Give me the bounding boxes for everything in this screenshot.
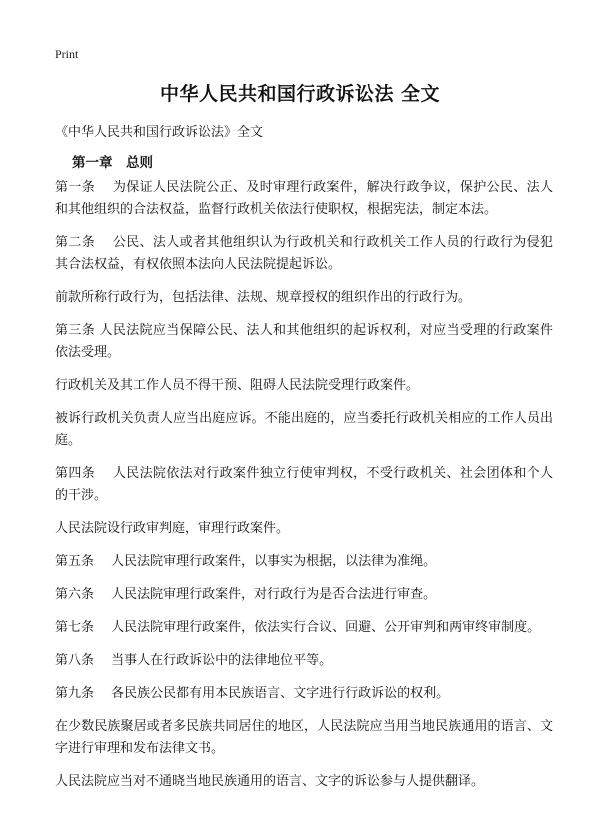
- document-subtitle: 《中华人民共和国行政诉讼法》全文: [55, 125, 264, 140]
- print-link[interactable]: Print: [55, 47, 79, 61]
- article-4-continuation: 人民法院设行政审判庭，审理行政案件。: [55, 521, 290, 536]
- article-3-paragraph: 第三条 人民法院应当保障公民、法人和其他组织的起诉权利，对应当受理的行政案件依法受理。: [55, 323, 553, 360]
- article-4-paragraph: 第四条 人民法院依法对行政案件独立行使审判权，不受行政机关、社会团体和个人的干涉。: [55, 466, 553, 503]
- article-9-continuation-1: 在少数民族聚居或者多民族共同居住的地区，人民法院应当用当地民族通用的语言、文字进行审理和发布法律文书。: [55, 719, 553, 756]
- article-1-paragraph: 第一条 为保证人民法院公正、及时审理行政案件，解决行政争议，保护公民、法人和其他组织的合法权益，监督行政机关依法行使职权，根据宪法，制定本法。: [55, 180, 553, 217]
- article-7-paragraph: 第七条 人民法院审理行政案件，依法实行合议、回避、公开审判和两审终审制度。: [55, 620, 541, 635]
- article-9-paragraph: 第九条 各民族公民都有用本民族语言、文字进行行政诉讼的权利。: [55, 686, 450, 701]
- article-2-continuation: 前款所称行政行为，包括法律、法规、规章授权的组织作出的行政行为。: [55, 290, 472, 305]
- document-body: [55, 177, 553, 804]
- article-9-continuation-2: 人民法院应当对不通晓当地民族通用的语言、文字的诉讼参与人提供翻译。: [55, 774, 485, 789]
- article-2-paragraph: 第二条 公民、法人或者其他组织认为行政机关和行政机关工作人员的行政行为侵犯其合法权益，有权依照本法向人民法院提起诉讼。: [55, 235, 553, 272]
- document-title: 中华人民共和国行政诉讼法 全文: [159, 83, 441, 105]
- article-8-paragraph: 第八条 当事人在行政诉讼中的法律地位平等。: [55, 653, 333, 668]
- article-3-continuation-2: 被诉行政机关负责人应当出庭应诉。不能出庭的，应当委托行政机关相应的工作人员出庭。: [55, 411, 553, 448]
- article-5-paragraph: 第五条 人民法院审理行政案件，以事实为根据，以法律为准绳。: [55, 554, 437, 569]
- chapter-heading: 第一章 总则: [72, 155, 153, 171]
- article-3-continuation-1: 行政机关及其工作人员不得干预、阻碍人民法院受理行政案件。: [55, 378, 420, 393]
- article-6-paragraph: 第六条 人民法院审理行政案件，对行政行为是否合法进行审查。: [55, 587, 437, 602]
